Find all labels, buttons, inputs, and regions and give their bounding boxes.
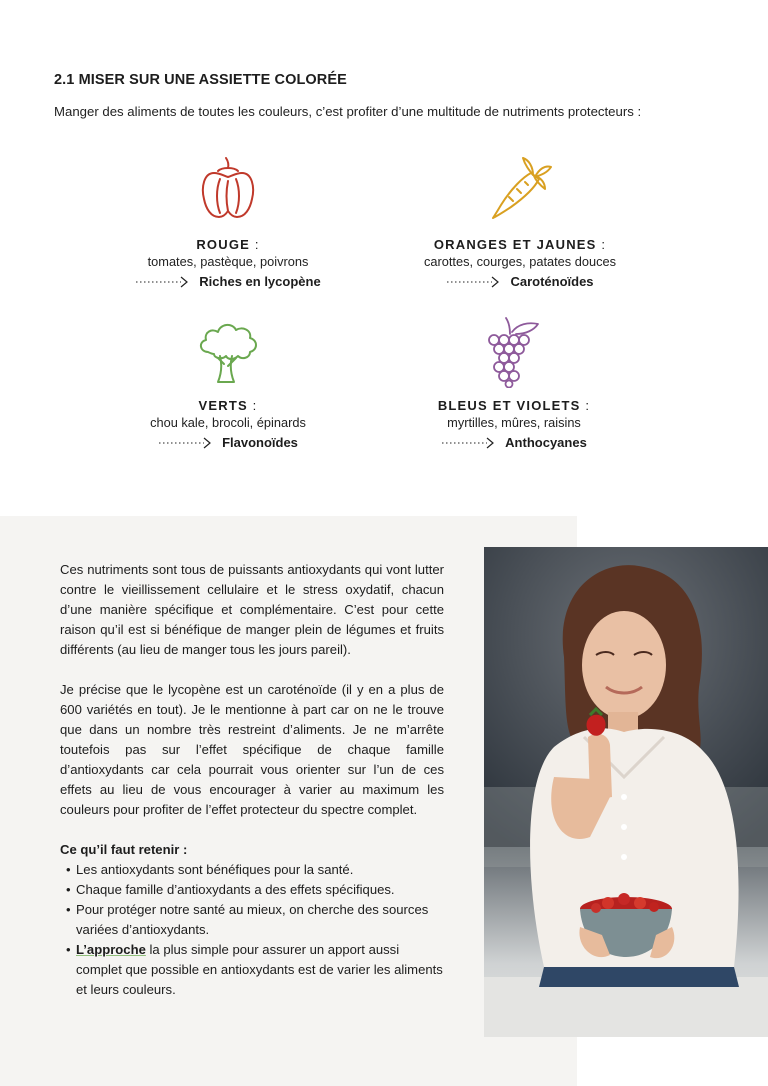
food-result-orange: Caroténoïdes (510, 274, 594, 289)
approach-link: L’approche (76, 942, 146, 957)
pepper-icon (198, 155, 258, 221)
food-name-green: VERTS (198, 398, 248, 413)
summary-list (60, 860, 444, 1000)
food-name-purple: BLEUS ET VIOLETS (437, 398, 581, 413)
food-group-orange: ORANGES ET JAUNES : carottes, courges, patates douces Caroténoïdes (390, 155, 650, 289)
intro-text: Manger des aliments de toutes les couleurs, c’est profiter d’une multitude de nutriments protecteurs : (54, 104, 642, 119)
food-result-purple: Anthocyanes (505, 435, 587, 450)
dotted-arrow-icon (158, 437, 212, 449)
food-group-purple: BLEUS ET VIOLETS : myrtilles, mûres, raisins Anthocyanes (384, 316, 644, 450)
food-examples-orange: carottes, courges, patates douces (423, 254, 617, 269)
list-item: • Les antioxydants sont bénéfiques pour la santé. (60, 860, 444, 880)
author-photo (484, 547, 768, 1037)
food-name-red: ROUGE (196, 237, 251, 252)
list-item: • Chaque famille d’antioxydants a des effets spécifiques. (60, 880, 444, 900)
list-item: • Pour protéger notre santé au mieux, on cherche des sources variées d’antioxydants. (60, 900, 444, 940)
food-examples-purple: myrtilles, mûres, raisins (447, 415, 581, 430)
carrot-icon (487, 155, 553, 221)
food-group-red: ROUGE : tomates, pastèque, poivrons Riches en lycopène (98, 155, 358, 289)
body-text (60, 560, 444, 1000)
food-name-orange: ORANGES ET JAUNES (433, 237, 597, 252)
food-result-green: Flavonoïdes (222, 435, 298, 450)
photo-illustration (484, 547, 768, 1037)
food-examples-red: tomates, pastèque, poivrons (147, 254, 309, 269)
dotted-arrow-icon (135, 276, 189, 288)
food-examples-green: chou kale, brocoli, épinards (150, 415, 306, 430)
list-item: • L’approche la plus simple pour assurer un apport aussi complet que possible en antioxydants est de varier les aliments et leurs couleurs. (60, 940, 444, 1000)
paragraph-2: Je précise que le lycopène est un caroténoïde (il y en a plus de 600 variétés en tout). Je le mentionne à part car on ne le trouve que dans un nombre très restreint d’aliments. Je ne m’arrête toutefois pas sur l’effet spécifique de chaque famille d’antioxydants car cela pourrait vous orienter sur l’un de ces effets au lieu de vous encourager à varier au maximum les couleurs pour profiter de l’effet protecteur du spectre complet. (60, 682, 444, 817)
dotted-arrow-icon (446, 276, 500, 288)
summary-title: Ce qu’il faut retenir : (60, 842, 188, 857)
dotted-arrow-icon (441, 437, 495, 449)
broccoli-icon (194, 316, 262, 388)
food-result-red: Riches en lycopène (199, 274, 321, 289)
grapes-icon (484, 316, 544, 388)
food-group-green: VERTS : chou kale, brocoli, épinards Flavonoïdes (98, 316, 358, 450)
paragraph-1: Ces nutriments sont tous de puissants antioxydants qui vont lutter contre le vieillissement cellulaire et le stress oxydatif, chacun d’une manière spécifique et complémentaire. C’est pour cette raison qu’il est si bénéfique de manger plein de légumes et fruits différents (au lieu de manger tous les jours pareil). (60, 562, 444, 657)
section-title: 2.1 MISER SUR UNE ASSIETTE COLORÉE (54, 72, 347, 88)
